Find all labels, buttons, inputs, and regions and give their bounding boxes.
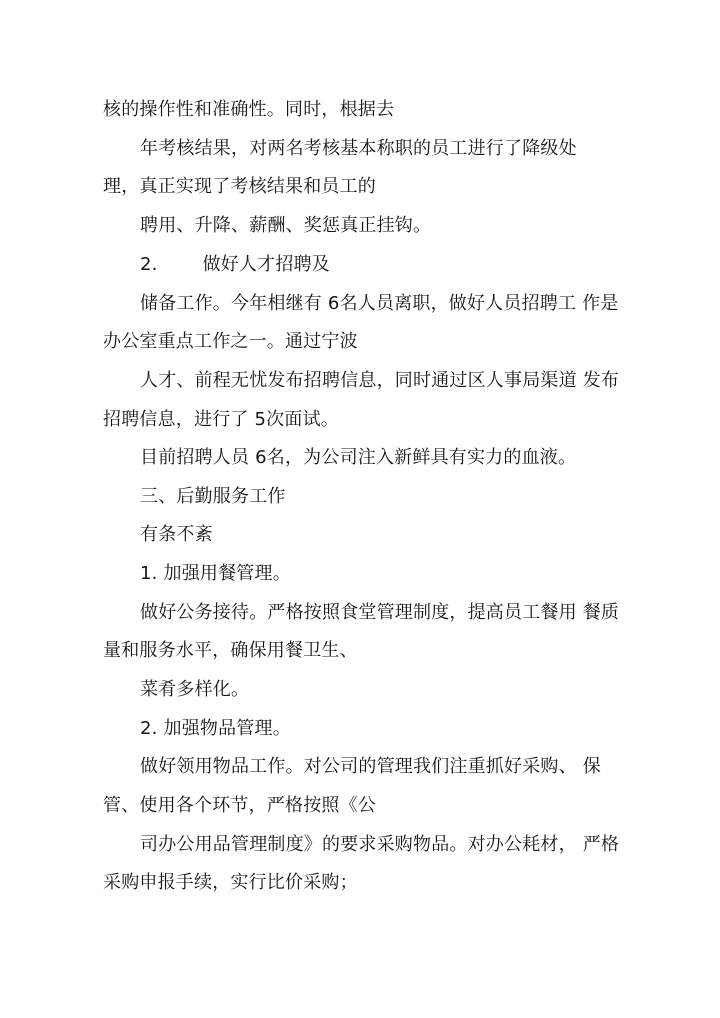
numbered-heading: 2. 加强物品管理。 bbox=[140, 718, 291, 739]
text-line: 量和服务水平，确保用餐卫生、 bbox=[103, 640, 358, 661]
text-line: 年考核结果，对两名考核基本称职的员工进行了降级处 bbox=[140, 138, 577, 159]
text-line: 聘用、升降、薪酬、奖惩真正挂钩。 bbox=[140, 215, 432, 236]
section-heading: 三、后勤服务工作 bbox=[140, 486, 286, 507]
list-number: 2. bbox=[140, 254, 158, 275]
text-line: 人才、前程无忧发布招聘信息，同时通过区人事局渠道 发布 bbox=[140, 370, 620, 391]
numbered-heading: 1. 加强用餐管理。 bbox=[140, 563, 291, 584]
heading-text: 做好人才招聘及 bbox=[202, 254, 330, 275]
text-line: 办公室重点工作之一。通过宁波 bbox=[103, 331, 358, 352]
text-line: 司办公用品管理制度》的要求采购物品。对办公耗材， 严格 bbox=[140, 834, 620, 855]
text-line: 做好领用物品工作。对公司的管理我们注重抓好采购、 保 bbox=[140, 756, 601, 777]
text-line: 管、使用各个环节，严格按照《公 bbox=[103, 795, 376, 816]
text-line: 招聘信息，进行了 5次面试。 bbox=[103, 409, 339, 430]
text-line: 目前招聘人员 6名，为公司注入新鲜具有实力的血液。 bbox=[140, 447, 577, 468]
text-line: 核的操作性和准确性。同时，根据去 bbox=[103, 99, 395, 120]
text-line: 有条不紊 bbox=[140, 524, 213, 545]
text-line: 理，真正实现了考核结果和员工的 bbox=[103, 176, 376, 197]
text-line: 做好公务接待。严格按照食堂管理制度，提高员工餐用 餐质 bbox=[140, 602, 620, 623]
text-line: 菜肴多样化。 bbox=[140, 679, 250, 700]
text-line: 储备工作。今年相继有 6名人员离职，做好人员招聘工 作是 bbox=[140, 293, 619, 314]
text-line: 采购申报手续，实行比价采购； bbox=[103, 872, 358, 893]
numbered-heading bbox=[140, 254, 330, 276]
